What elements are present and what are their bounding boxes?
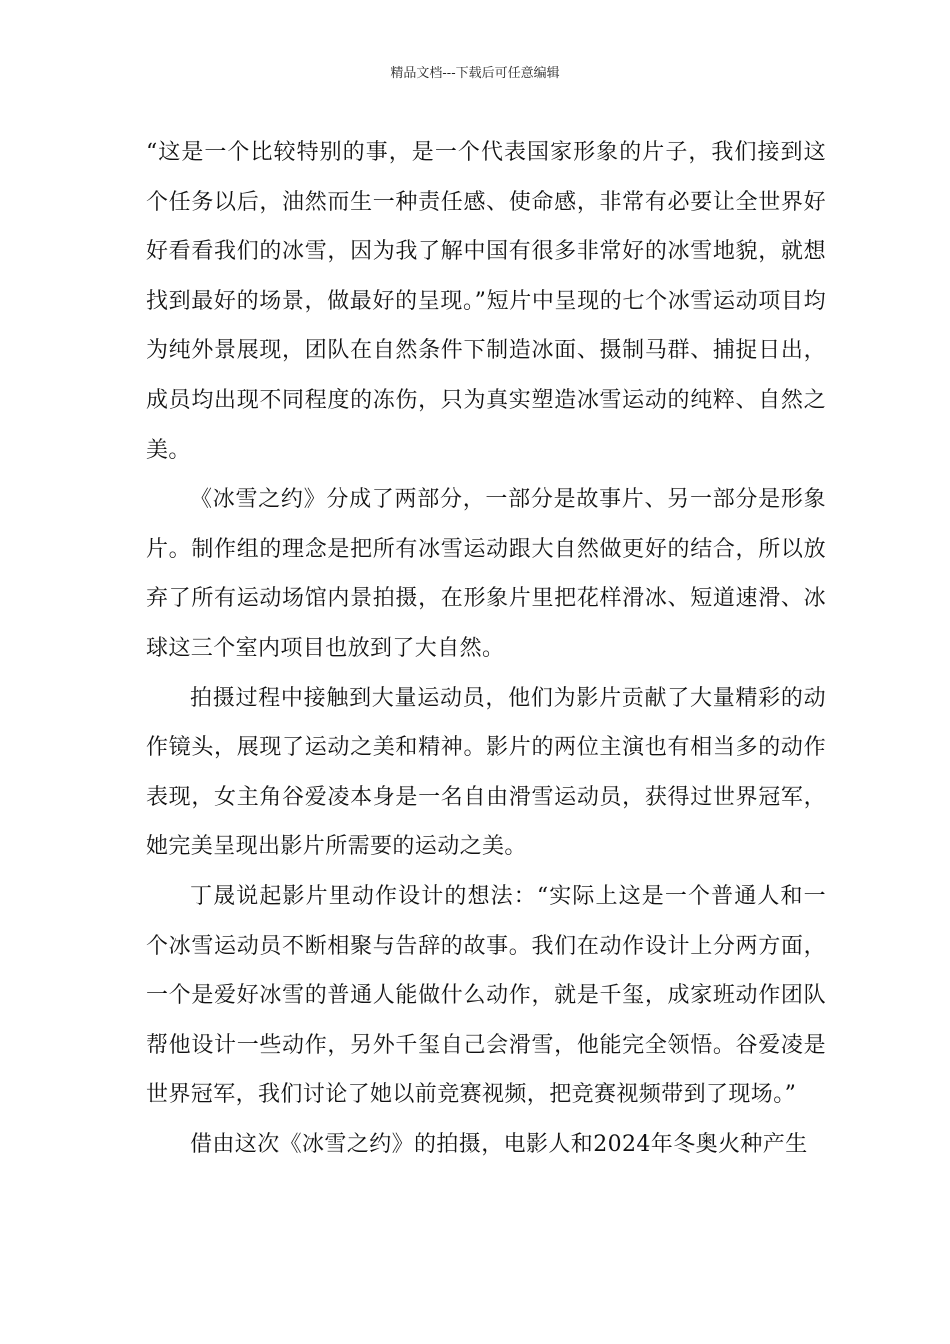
page-header: 精品文档---下载后可任意编辑	[390, 66, 560, 81]
paragraph-3: 拍摄过程中接触到大量运动员，他们为影片贡献了大量精彩的动作镜头，展现了运动之美和精神。影片的两位主演也有相当多的动作表现，女主角谷爱凌本身是一名自由滑雪运动员，获得过世界冠军，她完美呈现出影片所需要的运动之美。	[146, 685, 826, 860]
paragraph-2: 《冰雪之约》分成了两部分，一部分是故事片、另一部分是形象片。制作组的理念是把所有冰雪运动跟大自然做更好的结合，所以放弃了所有运动场馆内景拍摄，在形象片里把花样滑冰、短道速滑、冰球这三个室内项目也放到了大自然。	[146, 487, 826, 661]
document-body	[146, 128, 826, 1169]
paragraph-4: 丁晟说起影片里动作设计的想法：“实际上这是一个普通人和一个冰雪运动员不断相聚与告辞的故事。我们在动作设计上分两方面，一个是爱好冰雪的普通人能做什么动作，就是千玺，成家班动作团队帮他设计一些动作，另外千玺自己会滑雪，他能完全领悟。谷爱凌是世界冠军，我们讨论了她以前竞赛视频，把竞赛视频带到了现场。”	[146, 883, 826, 1108]
paragraph-5: 借由这次《冰雪之约》的拍摄，电影人和2024年冬奥火种产生	[190, 1131, 808, 1157]
paragraph-1: “这是一个比较特别的事，是一个代表国家形象的片子，我们接到这个任务以后，油然而生一种责任感、使命感，非常有必要让全世界好好看看我们的冰雪，因为我了解中国有很多非常好的冰雪地貌，就想找到最好的场景，做最好的呈现。”短片中呈现的七个冰雪运动项目均为纯外景展现，团队在自然条件下制造冰面、摄制马群、捕捉日出，成员均出现不同程度的冻伤，只为真实塑造冰雪运动的纯粹、自然之美。	[146, 140, 826, 463]
